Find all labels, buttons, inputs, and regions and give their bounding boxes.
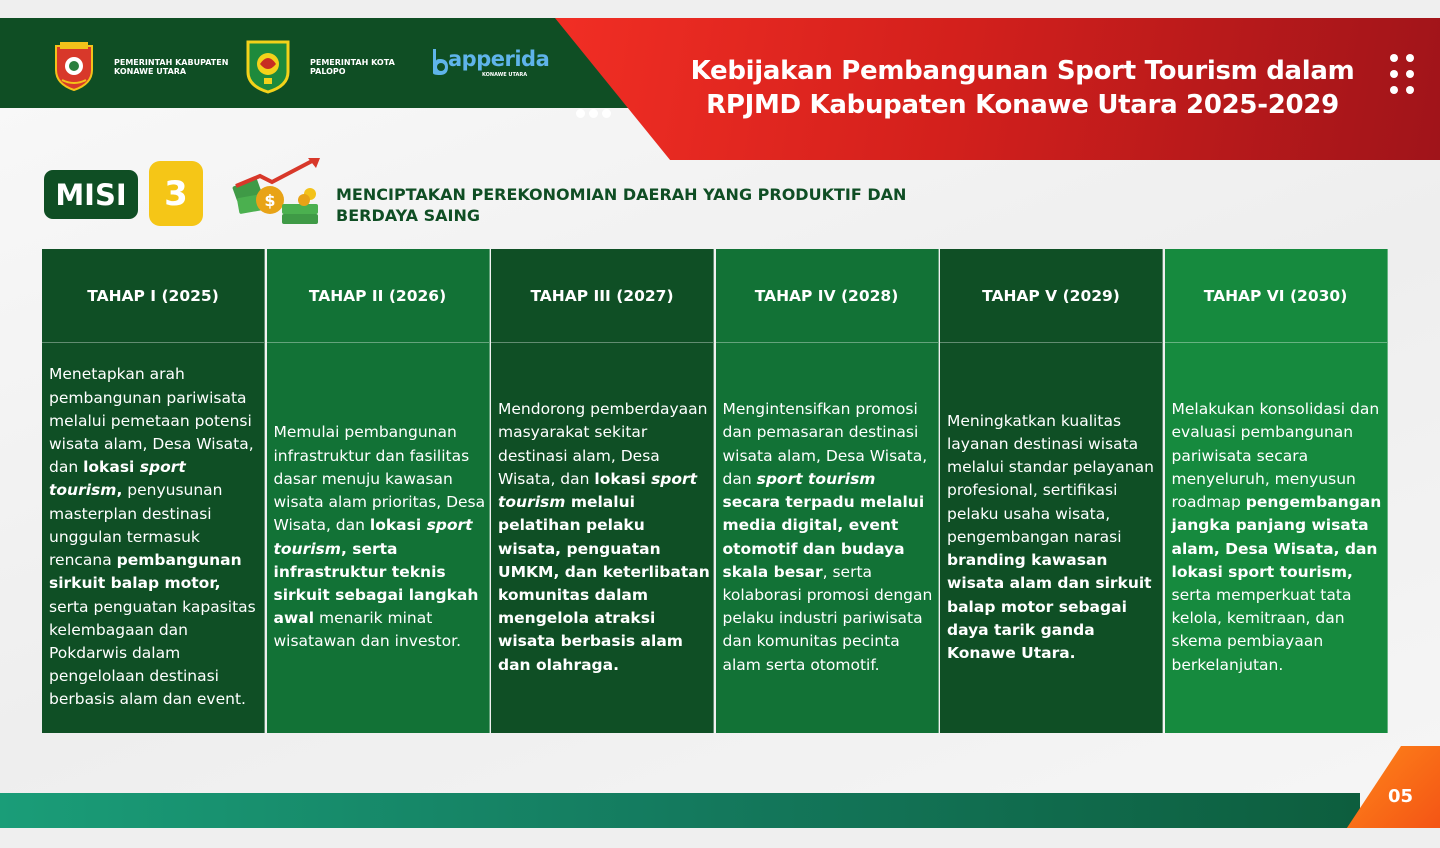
- stage-description: Memulai pembangunan infrastruktur dan fasilitas dasar menuju kawasan wisata alam prioritas, Desa Wisata, dan lokasi sport tourism, serta infrastruktur teknis sirkuit sebagai langkah awal menarik minat wisatawan dan investor.: [273, 423, 486, 651]
- stage-title: TAHAP IV (2028): [716, 249, 938, 343]
- stage-description: Meningkatkan kualitas layanan destinasi wisata melalui standar pelayanan profesional, sertifikasi pelaku usaha wisata, pengembangan narasi branding kawasan wisata alam dan sirkuit balap motor sebagai daya tarik ganda Konawe Utara.: [947, 411, 1154, 662]
- slide: [0, 18, 1440, 828]
- money-growth-icon: [230, 156, 325, 228]
- stage-description: Melakukan konsolidasi dan evaluasi pembangunan pariwisata secara menyeluruh, menyusun roadmap pengembangan jangka panjang wisata alam, Desa Wisata, dan lokasi sport tourism, serta memperkuat tata kelola, kemitraan, dan skema pembiayaan berkelanjutan.: [1171, 400, 1382, 674]
- stage-body: [267, 342, 490, 733]
- org-kabupaten-label: PEMERINTAH KABUPATEN KONAWE UTARA: [114, 58, 229, 76]
- bapperida-logo: [430, 45, 550, 85]
- bapperida-sub: KONAWE UTARA: [482, 72, 528, 78]
- svg-text:$: $: [264, 191, 276, 210]
- stages-table: [42, 249, 1389, 733]
- stage-title: TAHAP III (2027): [491, 249, 713, 343]
- org-kota-label: PEMERINTAH KOTA PALOPO: [310, 58, 395, 76]
- stage-column: [491, 249, 714, 733]
- stage-description: Mendorong pemberdayaan masyarakat sekitar destinasi alam, Desa Wisata, dan lokasi sport tourism melalui pelatihan pelaku wisata, penguatan UMKM, dan keterlibatan komunitas dalam mengelola atraksi wisata berbasis alam dan olahraga.: [498, 400, 710, 674]
- stage-body: [940, 342, 1163, 733]
- stage-column: [940, 249, 1163, 733]
- bapperida-b-icon: [430, 47, 450, 77]
- header-decor-dots: [576, 109, 616, 119]
- misi-number: 3: [149, 161, 203, 226]
- footer-bar: [0, 793, 1360, 828]
- bapperida-wordmark: apperida: [448, 47, 550, 71]
- stage-body: [1165, 342, 1388, 733]
- stage-title: TAHAP I (2025): [42, 249, 264, 343]
- kota-palopo-logo-icon: [244, 38, 292, 94]
- stage-description: Mengintensifkan promosi dan pemasaran destinasi wisata alam, Desa Wisata, dan sport tourism secara terpadu melalui media digital, event otomotif dan budaya skala besar, serta kolaborasi promosi dengan pelaku industri pariwisata dan komunitas pecinta alam serta otomotif.: [722, 400, 933, 674]
- dots-grid-icon[interactable]: [1390, 54, 1416, 94]
- stage-description: Menetapkan arah pembangunan pariwisata melalui pemetaan potensi wisata alam, Desa Wisata, dan lokasi sport tourism, penyusunan masterplan destinasi unggulan termasuk rencana pembangunan sirkuit balap motor, serta penguatan kapasitas kelembagaan dan Pokdarwis dalam pengelolaan destinasi berbasis alam dan event.: [49, 365, 256, 709]
- misi-description: MENCIPTAKAN PEREKONOMIAN DAERAH YANG PRODUKTIF DAN BERDAYA SAING: [336, 185, 907, 225]
- page-number: 05: [1388, 786, 1414, 807]
- stage-body: [491, 342, 714, 733]
- title-line-1: Kebijakan Pembangunan Sport Tourism dalam: [690, 56, 1355, 86]
- stage-body: [42, 342, 265, 733]
- stage-column: [1165, 249, 1388, 733]
- stage-title: TAHAP II (2026): [267, 249, 489, 343]
- page-title: [650, 54, 1395, 122]
- misi-badge: MISI: [44, 170, 138, 219]
- title-line-2: RPJMD Kabupaten Konawe Utara 2025-2029: [706, 90, 1339, 120]
- stage-title: TAHAP VI (2030): [1165, 249, 1387, 343]
- stage-column: [42, 249, 265, 733]
- stage-column: [267, 249, 490, 733]
- stage-body: [716, 342, 939, 733]
- stage-column: [716, 249, 939, 733]
- stage-title: TAHAP V (2029): [940, 249, 1162, 343]
- kabupaten-konawe-utara-logo-icon: [52, 40, 96, 92]
